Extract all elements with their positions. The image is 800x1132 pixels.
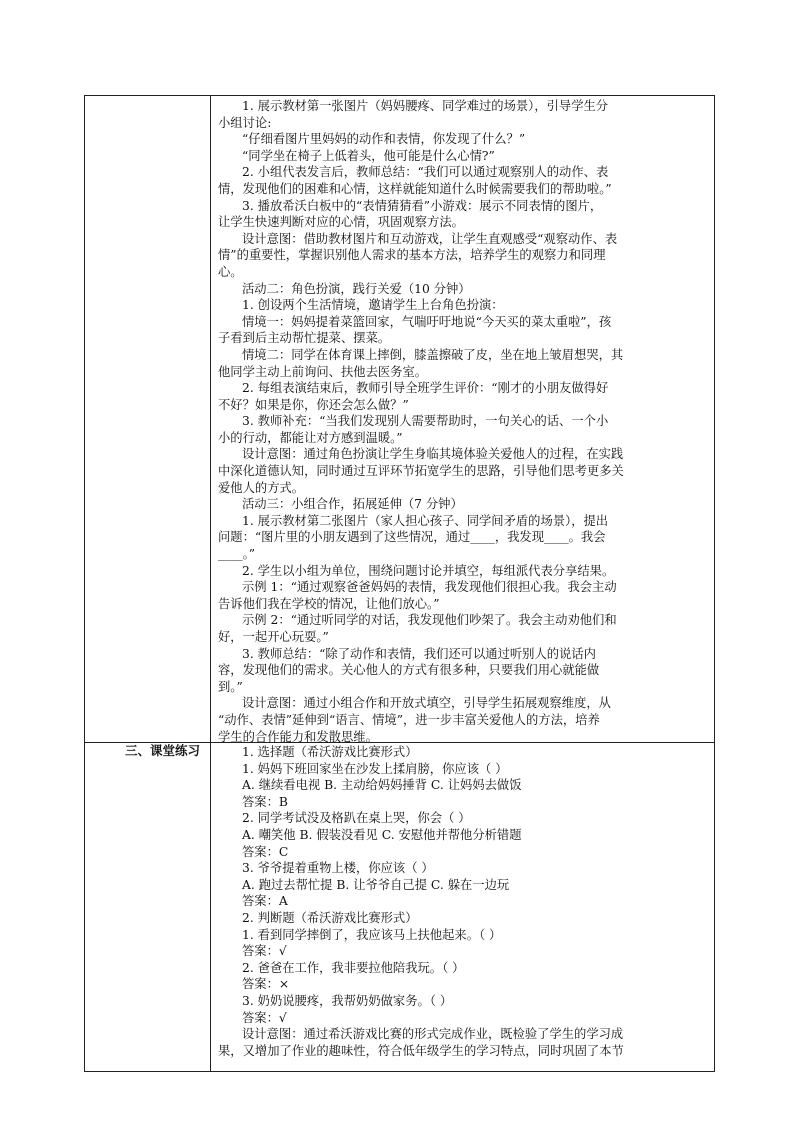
text-line: “同学坐在椅子上低着头，他可能是什么心情?” (242, 148, 495, 163)
text-line: 2. 学生以小组为单位，围绕问题讨论并填空，每组派代表分享结果。 (242, 563, 615, 578)
text-line: 问题：“图片里的小朋友遇到了这些情况，通过____，我发现____。我会 (218, 530, 606, 545)
text-line: 让学生快速判断对应的心情，巩固观察方法。 (218, 215, 464, 230)
text-line: 答案：× (242, 977, 290, 992)
text-line: A. 嘲笑他 B. 假装没看见 C. 安慰他并帮他分析错题 (242, 827, 522, 842)
text-line: 中深化道德认知，同时通过互评环节拓宽学生的思路，引导他们思考更多关 (218, 464, 624, 479)
text-line: 设计意图：通过小组合作和开放式填空，引导学生拓展观察维度，从 (242, 696, 611, 711)
text-line: 答案：C (242, 844, 289, 859)
text-line: 1. 妈妈下班回家坐在沙发上揉肩膀，你应该（ ） (242, 761, 508, 776)
text-line: 容，发现他们的需求。关心他人的方式有很多种，只要我们用心就能做 (218, 663, 600, 678)
text-line: 活动二：角色扮演，践行关爱（10 分钟） (242, 281, 471, 296)
text-line: 设计意图：通过角色扮演让学生身临其境体验关爱他人的过程，在实践 (242, 447, 624, 462)
exercise-content (218, 744, 708, 1059)
text-line: 2. 每组表演结束后，教师引导全班学生评价：“刚才的小朋友做得好 (242, 381, 609, 396)
text-line: 设计意图：借助教材图片和互动游戏，让学生直观感受“观察动作、表 (242, 231, 618, 246)
lesson-plan-table (84, 95, 715, 1072)
text-line: 告诉他们我在学校的情况，让他们放心。” (218, 596, 440, 611)
text-line: 爱他人的方式。 (218, 480, 305, 495)
text-line: 3. 爷爷提着重物上楼，你应该（ ） (242, 861, 434, 876)
text-line: 不好？如果是你，你还会怎么做？” (218, 397, 409, 412)
text-line: 3. 奶奶说腰疼，我帮奶奶做家务。（ ） (242, 993, 453, 1008)
text-line: 2. 判断题（希沃游戏比赛形式） (242, 910, 418, 925)
text-line: 2. 爸爸在工作，我非要拉他陪我玩。（ ） (242, 960, 465, 975)
text-line: 心。 (218, 264, 243, 279)
text-line: 学生的合作能力和发散思维。 (218, 729, 378, 744)
text-line: 3. 教师总结：“除了动作和表情，我们还可以通过听别人的说话内 (242, 646, 596, 661)
text-line: 子看到后主动帮忙提菜、摆菜。 (218, 331, 391, 346)
text-line: 2. 小组代表发言后，教师总结：“我们可以通过观察别人的动作、表 (242, 165, 609, 180)
text-line: 1. 看到同学摔倒了，我应该马上扶他起来。（ ） (242, 927, 502, 942)
text-line: 答案：√ (242, 1010, 287, 1025)
text-line: “动作、表情”延伸到“语言、情境”，进一步丰富关爱他人的方法，培养 (218, 712, 600, 727)
text-line: 情，发现他们的困难和心情，这样就能知道什么时候需要我们的帮助啦。” (218, 181, 612, 196)
text-line: ____。” (218, 547, 256, 562)
text-line: 到。” (218, 679, 243, 694)
text-line: 小的行动，都能让对方感到温暖。” (218, 430, 403, 445)
text-line: 设计意图：通过希沃游戏比赛的形式完成作业，既检验了学生的学习成 (242, 1027, 624, 1042)
section-label: 三、课堂练习 (124, 743, 200, 758)
text-line: 示例 1：“通过观察爸爸妈妈的表情，我发现他们很担心我。我会主动 (242, 580, 617, 595)
text-line: 他同学主动上前询问、扶他去医务室。 (218, 364, 428, 379)
text-line: 小组讨论: (218, 115, 272, 130)
text-line: 情境二：同学在体育课上摔倒，膝盖擦破了皮，坐在地上皱眉想哭，其 (242, 347, 624, 362)
text-line: 答案：A (242, 894, 288, 909)
text-line: 3. 播放希沃白板中的“表情猜猜看”小游戏：展示不同表情的图片， (242, 198, 603, 213)
text-line: 2. 同学考试没及格趴在桌上哭，你会（ ） (242, 811, 471, 826)
text-line: 答案：B (242, 794, 288, 809)
text-line: 1. 选择题（希沃游戏比赛形式） (242, 745, 418, 759)
activity-content (218, 98, 708, 745)
text-line: 1. 创设两个生活情境，邀请学生上台角色扮演： (242, 298, 504, 313)
text-line: 情境一：妈妈提着菜篮回家，气喘吁吁地说“今天买的菜太重啦”，孩 (242, 314, 612, 329)
text-line: 果，又增加了作业的趣味性，符合低年级学生的学习特点，同时巩固了本节 (218, 1043, 624, 1058)
text-line: “仔细看图片里妈妈的动作和表情，你发现了什么？” (242, 132, 526, 147)
text-line: 答案：√ (242, 944, 287, 959)
text-line: A. 继续看电视 B. 主动给妈妈捶背 C. 让妈妈去做饭 (242, 778, 522, 793)
text-line: 好，一起开心玩耍。” (218, 630, 329, 644)
text-line: 活动三：小组合作，拓展延伸（7 分钟） (242, 497, 463, 512)
column-divider (210, 96, 211, 1071)
text-line: 1. 展示教材第一张图片（妈妈腰疼、同学难过的场景），引导学生分 (242, 99, 609, 113)
text-line: 3. 教师补充：“当我们发现别人需要帮助时，一句关心的话、一个小 (242, 414, 609, 429)
text-line: 情”的重要性，掌握识别他人需求的基本方法，培养学生的观察力和同理 (218, 248, 606, 263)
text-line: 1. 展示教材第二张图片（家人担心孩子、同学间矛盾的场景），提出 (242, 513, 609, 528)
text-line: 示例 2：“通过听同学的对话，我发现他们吵架了。我会主动劝他们和 (242, 613, 617, 628)
text-line: A. 跑过去帮忙提 B. 让爷爷自己提 C. 躲在一边玩 (242, 877, 510, 892)
